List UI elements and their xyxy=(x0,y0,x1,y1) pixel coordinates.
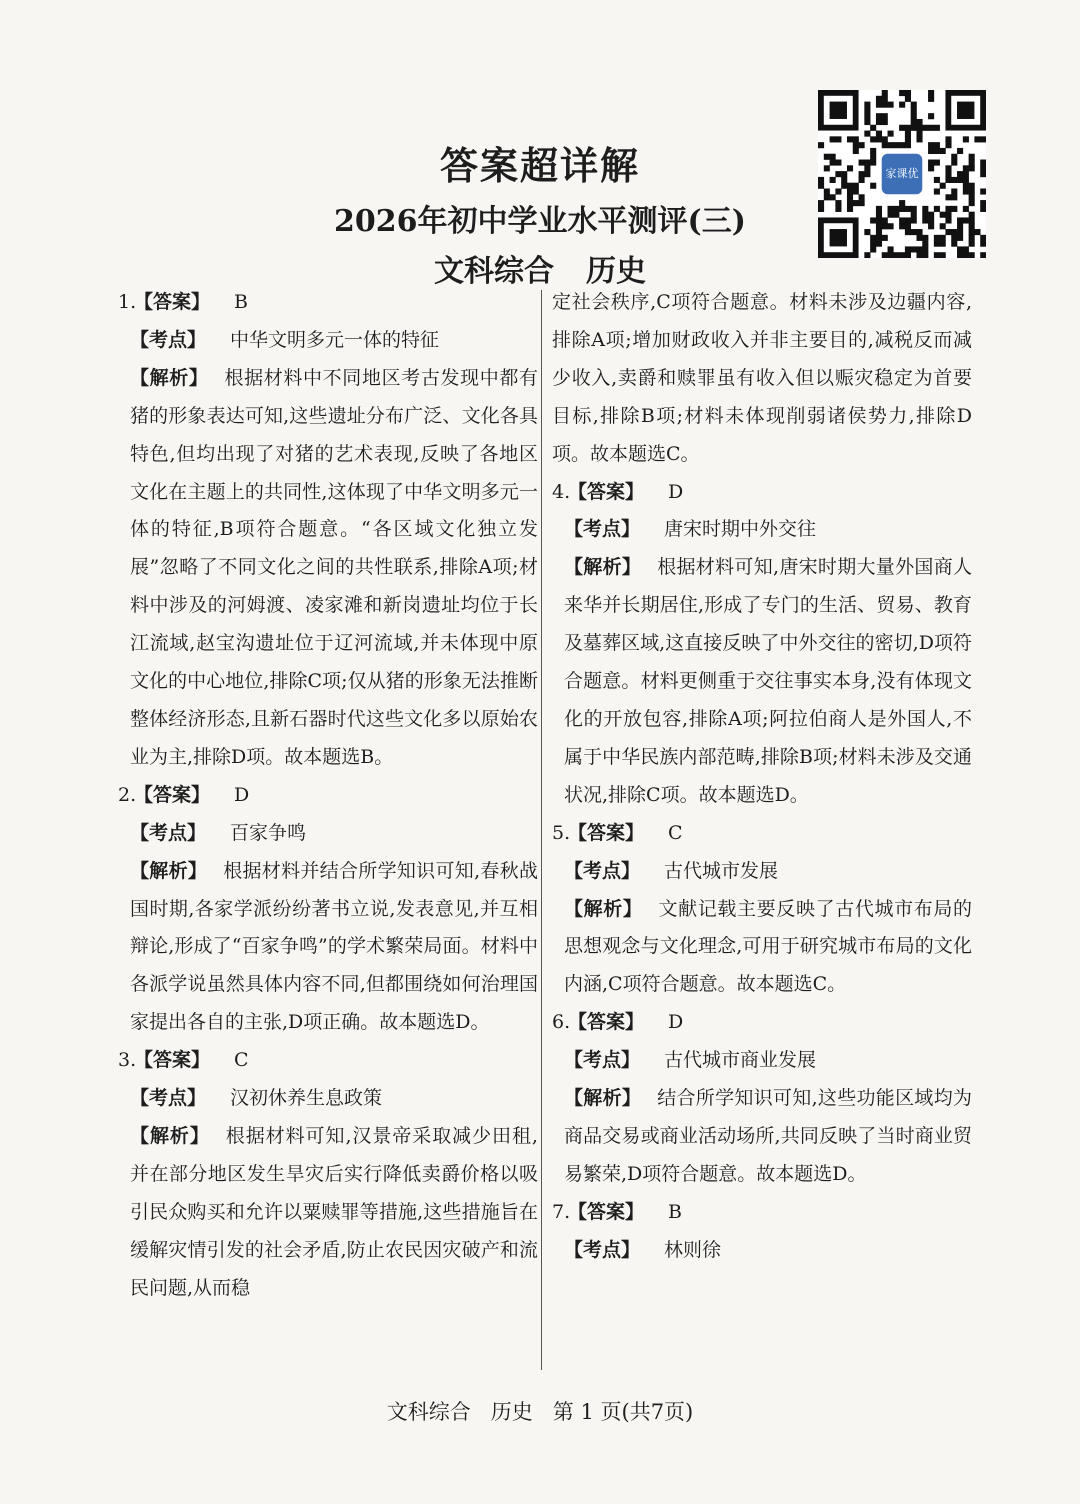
answer-value: D xyxy=(234,783,250,806)
question-number: 1. xyxy=(118,291,137,313)
question-number: 2. xyxy=(118,783,137,806)
answer-line-q2 xyxy=(118,777,538,815)
footer-subject-a: 文科综合 xyxy=(386,1400,471,1424)
analysis-text: 结合所学知识可知,这些功能区域均为商品交易或商业活动场所,共同反映了当时商业贸易繁荣,D项符合题意。故本题选D。 xyxy=(564,1087,972,1185)
question-number: 3. xyxy=(118,1049,137,1072)
answer-label: 【答案】 xyxy=(134,783,211,806)
answer-value: D xyxy=(668,480,684,503)
point-line-q5 xyxy=(552,853,972,891)
answer-line-q3 xyxy=(118,1042,538,1080)
analysis-label: 【解析】 xyxy=(130,366,209,389)
qr-code-graphic xyxy=(818,90,986,258)
point-label: 【考点】 xyxy=(564,859,641,882)
point-value: 林则徐 xyxy=(664,1238,722,1261)
analysis-label: 【解析】 xyxy=(564,1087,642,1110)
analysis-q1 xyxy=(118,360,538,777)
point-label: 【考点】 xyxy=(130,1087,207,1110)
analysis-q2 xyxy=(118,853,538,1043)
analysis-text: 根据材料中不同地区考古发现中都有猪的形象表达可知,这些遗址分布广泛、文化各具特色,但均出现了对猪的艺术表现,反映了各地区文化在主题上的共同性,这体现了中华文明多元一体的特征,B项符合题意。“各区域文化独立发展”忽略了不同文化之间的共性联系,排除A项;材料中涉及的河姆渡、凌家滩和新岗遗址均位于长江流域,赵宝沟遗址位于辽河流域,并未体现中原文化的中心地位,排除C项;仅从猪的形象无法推断整体经济形态,且新石器时代这些文化多以原始农业为主,排除D项。故本题选B。 xyxy=(130,366,538,768)
page-number: 第 1 页(共7页) xyxy=(552,1400,694,1424)
analysis-q3 xyxy=(118,1118,538,1308)
answer-line-q1 xyxy=(118,284,538,322)
column-divider xyxy=(541,290,542,1370)
page-footer xyxy=(0,1396,1080,1426)
point-line-q6 xyxy=(552,1042,972,1080)
point-value: 古代城市发展 xyxy=(664,859,779,882)
point-value: 唐宋时期中外交往 xyxy=(664,518,817,541)
point-line-q2 xyxy=(118,815,538,853)
answer-value: C xyxy=(668,821,683,844)
answer-line-q7 xyxy=(552,1194,972,1232)
page-title: 答案超详解 xyxy=(439,144,640,188)
point-label: 【考点】 xyxy=(564,1238,641,1261)
point-value: 古代城市商业发展 xyxy=(664,1049,817,1072)
subject-a: 文科综合 xyxy=(434,254,554,289)
answer-label: 【答案】 xyxy=(568,1011,645,1034)
analysis-text: 文献记载主要反映了古代城市布局的思想观念与文化理念,可用于研究城市布局的文化内涵,C项符合题意。故本题选C。 xyxy=(564,897,972,996)
analysis-text: 根据材料可知,汉景帝采取减少田租,并在部分地区发生旱灾后实行降低卖爵价格以吸引民众购买和允许以粟赎罪等措施,这些措施旨在缓解灾情引发的社会矛盾,防止农民因灾破产和流民问题,从而稳 xyxy=(130,1124,538,1299)
analysis-q3-continued: 定社会秩序,C项符合题意。材料未涉及边疆内容,排除A项;增加财政收入并非主要目的,减税反而减少收入,卖爵和赎罪虽有收入但以赈灾稳定为首要目标,排除B项;材料未体现削弱诸侯势力,排除D项。故本题选C。 xyxy=(552,291,972,465)
answer-value: B xyxy=(668,1200,682,1223)
answer-label: 【答案】 xyxy=(134,1049,211,1072)
point-value: 汉初休养生息政策 xyxy=(230,1087,383,1110)
answer-label: 【答案】 xyxy=(568,1200,645,1223)
answer-line-q5 xyxy=(552,815,972,853)
analysis-label: 【解析】 xyxy=(130,859,208,882)
answer-label: 【答案】 xyxy=(568,821,645,844)
answer-line-q6 xyxy=(552,1004,972,1042)
question-number: 5. xyxy=(552,821,571,844)
point-label: 【考点】 xyxy=(564,1049,641,1072)
point-label: 【考点】 xyxy=(130,821,207,844)
point-value: 中华文明多元一体的特征 xyxy=(230,328,440,351)
footer-subject-b: 历史 xyxy=(490,1400,533,1424)
left-column xyxy=(118,284,538,1307)
analysis-q4 xyxy=(552,549,972,814)
point-label: 【考点】 xyxy=(564,518,641,541)
question-number: 4. xyxy=(552,480,571,503)
analysis-text: 根据材料可知,唐宋时期大量外国商人来华并长期居住,形成了专门的生活、贸易、教育及墓葬区域,这直接反映了中外交往的密切,D项符合题意。材料更侧重于交往事实本身,没有体现文化的开放包容,排除A项;阿拉伯商人是外国人,不属于中华民族内部范畴,排除B项;材料未涉及交通状况,排除C项。故本题选D。 xyxy=(564,556,972,806)
answer-label: 【答案】 xyxy=(134,291,211,313)
answer-value: C xyxy=(234,1049,249,1072)
point-line-q4 xyxy=(552,511,972,549)
question-number: 6. xyxy=(552,1011,571,1034)
analysis-label: 【解析】 xyxy=(130,1124,210,1147)
answer-value: D xyxy=(668,1011,684,1034)
point-line-q1 xyxy=(118,322,538,360)
right-column xyxy=(552,284,972,1270)
answer-value: B xyxy=(234,291,248,313)
point-line-q7 xyxy=(552,1232,972,1270)
question-number: 7. xyxy=(552,1200,571,1223)
point-label: 【考点】 xyxy=(130,328,207,351)
analysis-label: 【解析】 xyxy=(564,556,642,579)
qr-logo-text: 家课优 xyxy=(885,166,919,180)
exam-subtitle: 2026年初中学业水平测评(三) xyxy=(334,204,746,239)
point-value: 百家争鸣 xyxy=(230,821,307,844)
answer-line-q4 xyxy=(552,474,972,512)
subject-b: 历史 xyxy=(586,254,646,289)
analysis-label: 【解析】 xyxy=(564,897,643,920)
qr-code[interactable] xyxy=(818,90,986,258)
analysis-text: 根据材料并结合所学知识可知,春秋战国时期,各家学派纷纷著书立说,发表意见,并互相辩论,形成了“百家争鸣”的学术繁荣局面。材料中各派学说虽然具体内容不同,但都围绕如何治理国家提出各自的主张,D项正确。故本题选D。 xyxy=(130,859,538,1034)
analysis-q5 xyxy=(552,891,972,1005)
analysis-q6 xyxy=(552,1080,972,1194)
point-line-q3 xyxy=(118,1080,538,1118)
answer-label: 【答案】 xyxy=(568,480,645,503)
